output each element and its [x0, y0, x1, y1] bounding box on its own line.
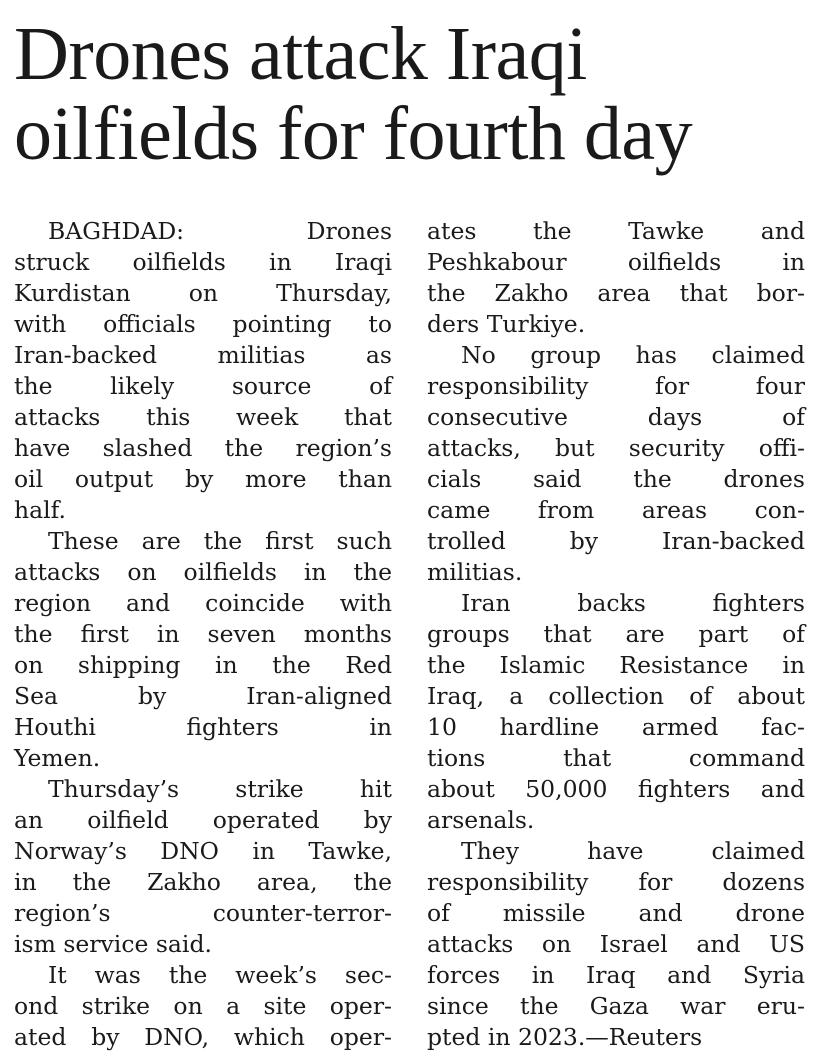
- article-text-line-right: No group has claimed: [461, 341, 805, 369]
- article-text-line-left: in the Zakho area, the: [14, 868, 392, 896]
- article-text-line-right: attacks on Israel and US: [427, 930, 805, 958]
- article-text-line-right: 10 hardline armed fac-: [427, 713, 805, 741]
- article-text-line-right: the Islamic Resistance in: [427, 651, 805, 679]
- article-text-line-right: forces in Iraq and Syria: [427, 961, 805, 989]
- article-text-line-left: Thursday’s strike hit: [48, 775, 392, 803]
- article-text-line-left: half.: [14, 496, 66, 524]
- article-text-line-right: about 50,000 fighters and: [427, 775, 805, 803]
- article-text-line-right: cials said the drones: [427, 465, 805, 493]
- article-text-line-right: consecutive days of: [427, 403, 805, 431]
- article-text-line-left: region’s counter-terror-: [14, 899, 392, 927]
- article-text-line-right: They have claimed: [461, 837, 805, 865]
- article-text-line-left: have slashed the region’s: [14, 434, 392, 462]
- article-text-line-left: Kurdistan on Thursday,: [14, 279, 392, 307]
- article-text-line-left: attacks this week that: [14, 403, 392, 431]
- article-text-line-left: ond strike on a site oper-: [14, 992, 392, 1020]
- article-text-line-right: Iran backs fighters: [461, 589, 805, 617]
- article-text-line-right: came from areas con-: [427, 496, 805, 524]
- article-text-line-right: attacks, but security offi-: [427, 434, 805, 462]
- article-text-line-left: with officials pointing to: [14, 310, 392, 338]
- article-column-right: [427, 216, 805, 1053]
- headline-line-1: Drones attack Iraqi: [14, 12, 587, 96]
- article-text-line-right: groups that are part of: [427, 620, 805, 648]
- article-text-line-left: These are the first such: [48, 527, 392, 555]
- article-text-line-right: trolled by Iran-backed: [427, 527, 805, 555]
- article-text-line-right: tions that command: [427, 744, 805, 772]
- article-text-line-left: on shipping in the Red: [14, 651, 392, 679]
- article-text-line-right: ates the Tawke and: [427, 217, 805, 245]
- article-text-line-right: since the Gaza war eru-: [427, 992, 805, 1020]
- article-text-line-left: Yemen.: [14, 744, 101, 772]
- article-column-left: [14, 216, 392, 1053]
- article-text-line-left: struck oilfields in Iraqi: [14, 248, 392, 276]
- article-text-line-right: responsibility for four: [427, 372, 805, 400]
- article-text-line-left: It was the week’s sec-: [48, 961, 392, 989]
- article-text-line-left: BAGHDAD: Drones: [48, 217, 392, 245]
- article-text-line-left: oil output by more than: [14, 465, 392, 493]
- article-text-line-left: Iran-backed militias as: [14, 341, 392, 369]
- article-text-line-right: responsibility for dozens: [427, 868, 805, 896]
- article-text-line-right: of missile and drone: [427, 899, 805, 927]
- article-text-line-right: Iraq, a collection of about: [427, 682, 805, 710]
- article-text-line-right: arsenals.: [427, 806, 535, 834]
- article-text-line-left: Sea by Iran-aligned: [14, 682, 392, 710]
- article-text-line-left: ated by DNO, which oper-: [14, 1023, 392, 1051]
- article-text-line-right: ders Turkiye.: [427, 310, 586, 338]
- headline-line-2: oilfields for fourth day: [14, 92, 693, 176]
- article-text-line-left: attacks on oilfields in the: [14, 558, 392, 586]
- article-text-line-left: Houthi fighters in: [14, 713, 392, 741]
- article-text-line-right: Peshkabour oilfields in: [427, 248, 805, 276]
- article-text-line-left: the first in seven months: [14, 620, 392, 648]
- article-text-line-right: the Zakho area that bor-: [427, 279, 805, 307]
- article-text-line-right: pted in 2023.—Reuters: [427, 1023, 703, 1051]
- headline: [14, 14, 809, 174]
- article-text-line-left: the likely source of: [14, 372, 392, 400]
- article-text-line-right: militias.: [427, 558, 523, 586]
- article-text-line-left: Norway’s DNO in Tawke,: [14, 837, 392, 865]
- article-text-line-left: ism service said.: [14, 930, 212, 958]
- article-text-line-left: an oilfield operated by: [14, 806, 392, 834]
- article-text-line-left: region and coincide with: [14, 589, 392, 617]
